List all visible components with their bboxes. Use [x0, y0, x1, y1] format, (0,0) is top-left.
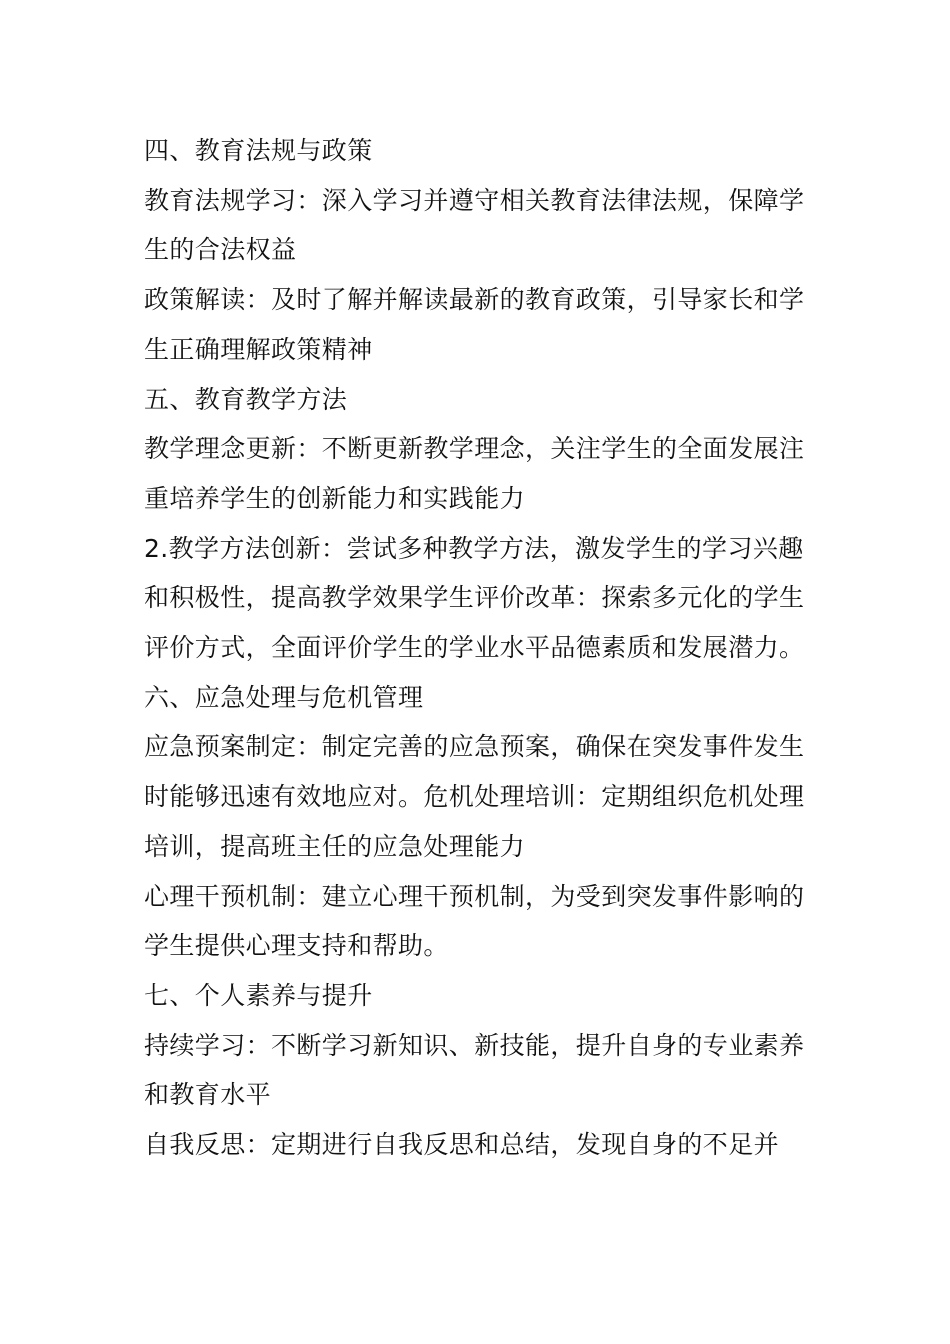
paragraph-psych-intervention: 心理干预机制：建立心理干预机制，为受到突发事件影响的学生提供心理支持和帮助。 [144, 881, 805, 961]
paragraph-policy-reading: 政策解读：及时了解并解读最新的教育政策，引导家长和学生正确理解政策精神 [144, 285, 805, 364]
document-body [144, 126, 812, 1170]
section-heading-6: 六、应急处理与危机管理 [144, 682, 424, 712]
paragraph-emergency-plan: 应急预案制定：制定完善的应急预案，确保在突发事件发生时能够迅速有效地应对。危机处理培训：定期组织危机处理培训，提高班主任的应急处理能力 [144, 732, 805, 861]
paragraph-continuous-learning: 持续学习：不断学习新知识、新技能，提升自身的专业素养和教育水平 [144, 1030, 805, 1110]
paragraph-teaching-concept: 教学理念更新：不断更新教学理念，关注学生的全面发展注重培养学生的创新能力和实践能力 [144, 434, 805, 513]
section-heading-4: 四、教育法规与政策 [144, 136, 373, 165]
paragraph-law-study: 教育法规学习：深入学习并遵守相关教育法律法规，保障学生的合法权益 [144, 185, 805, 265]
section-heading-7: 七、个人素养与提升 [144, 980, 373, 1010]
paragraph-self-reflection: 自我反思：定期进行自我反思和总结，发现自身的不足并 [144, 1130, 780, 1160]
paragraph-teaching-method: 2.教学方法创新：尝试多种教学方法，激发学生的学习兴趣和积极性，提高教学效果学生评价改革：探索多元化的学生评价方式，全面评价学生的学业水平品德素质和发展潜力。 [144, 533, 805, 663]
section-heading-5: 五、教育教学方法 [144, 384, 348, 414]
